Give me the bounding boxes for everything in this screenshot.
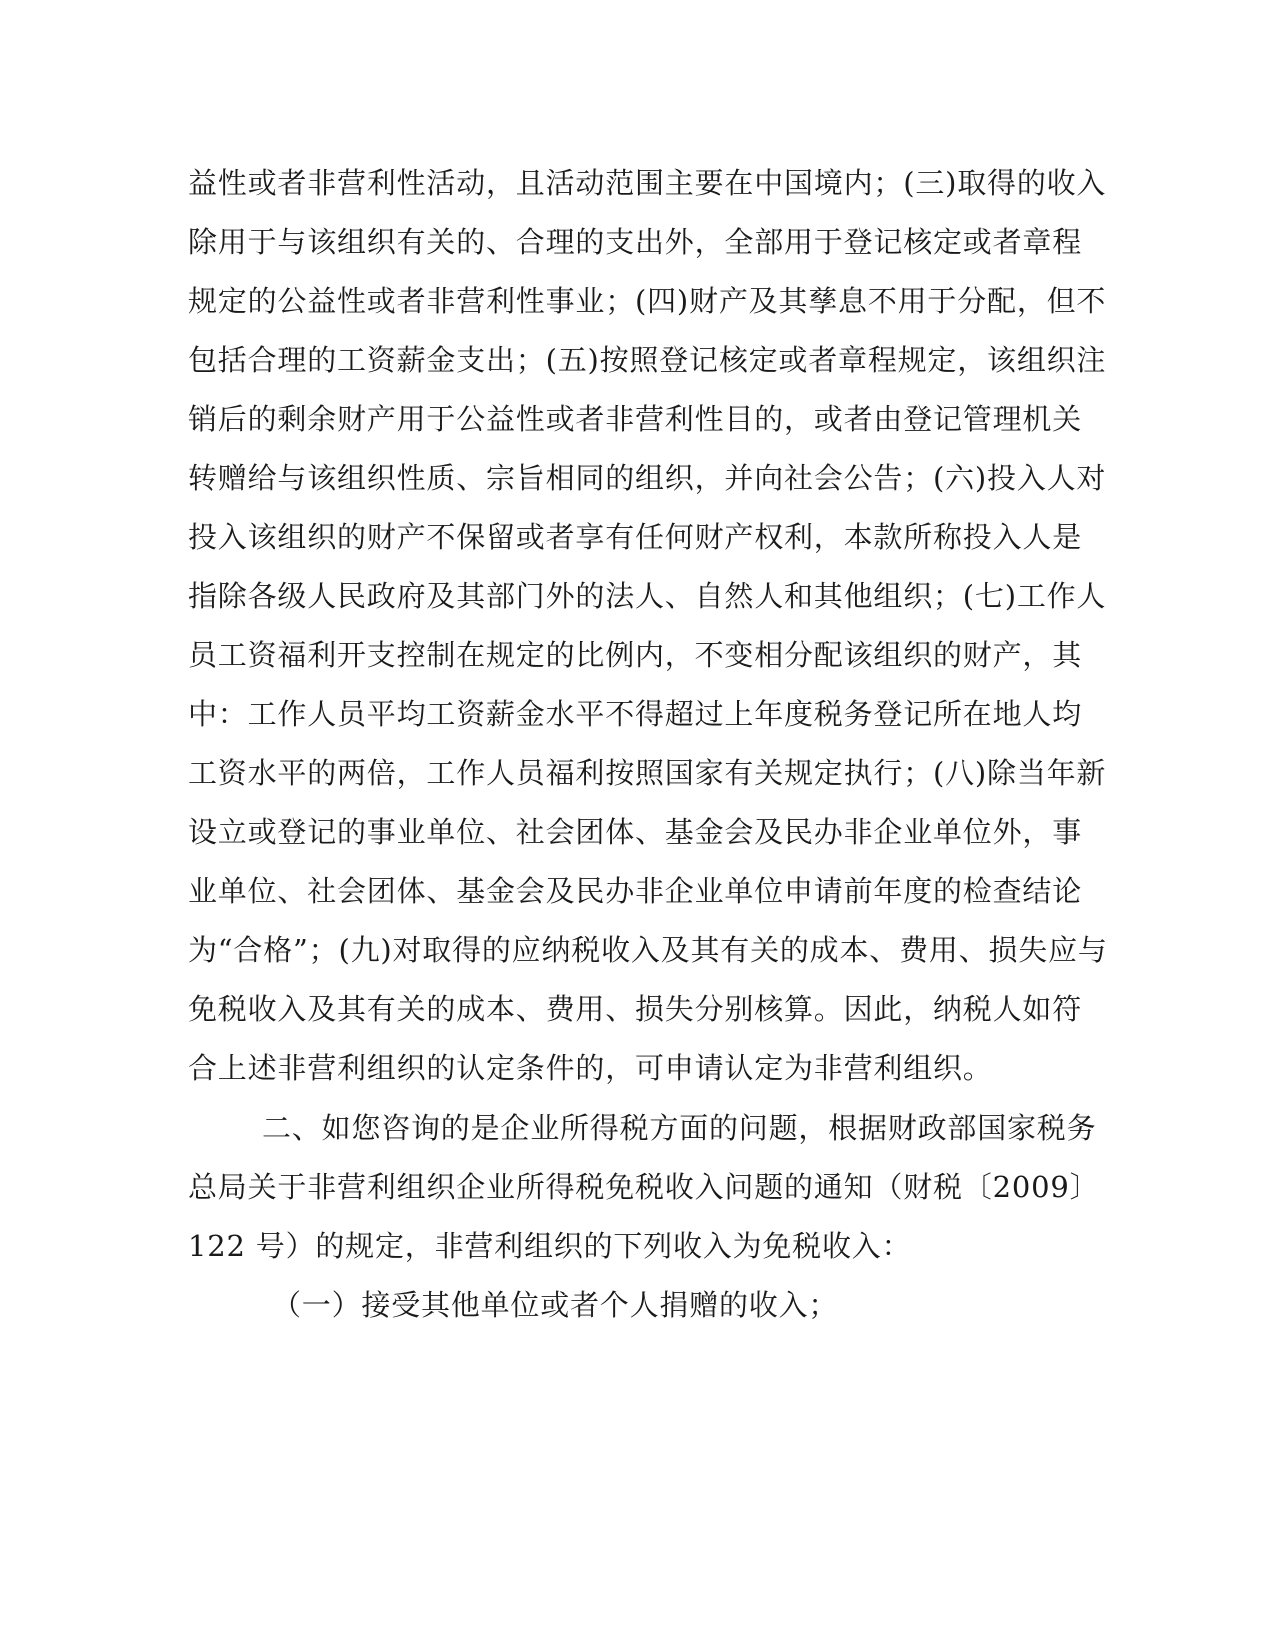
text-line: 设立或登记的事业单位、社会团体、基金会及民办非企业单位外，事: [188, 815, 1083, 849]
text-line: 总局关于非营利组织企业所得税免税收入问题的通知（财税〔2009〕: [188, 1170, 1100, 1204]
text-line: 转赠给与该组织性质、宗旨相同的组织，并向社会公告；(六)投入人对: [188, 461, 1107, 495]
list-item-line: （一）接受其他单位或者个人捐赠的收入；: [272, 1288, 839, 1322]
text-line: 员工资福利开支控制在规定的比例内，不变相分配该组织的财产，其: [188, 638, 1083, 672]
text-line: 益性或者非营利性活动，且活动范围主要在中国境内；(三)取得的收入: [188, 166, 1107, 200]
text-line: 投入该组织的财产不保留或者享有任何财产权利，本款所称投入人是: [188, 520, 1083, 554]
text-line: 指除各级人民政府及其部门外的法人、自然人和其他组织；(七)工作人: [188, 579, 1107, 613]
text-line: 业单位、社会团体、基金会及民办非企业单位申请前年度的检查结论: [188, 874, 1083, 908]
text-line: 包括合理的工资薪金支出；(五)按照登记核定或者章程规定，该组织注: [188, 343, 1107, 377]
text-line: 免税收入及其有关的成本、费用、损失分别核算。因此，纳税人如符: [188, 992, 1083, 1026]
text-line: 规定的公益性或者非营利性事业；(四)财产及其孳息不用于分配，但不: [188, 284, 1107, 318]
text-line: 工资水平的两倍，工作人员福利按照国家有关规定执行；(八)除当年新: [188, 756, 1107, 790]
text-line: 为“合格”；(九)对取得的应纳税收入及其有关的成本、费用、损失应与: [188, 933, 1108, 967]
paragraph-start-line: 二、如您咨询的是企业所得税方面的问题，根据财政部国家税务: [262, 1111, 1097, 1145]
text-line: 除用于与该组织有关的、合理的支出外，全部用于登记核定或者章程: [188, 225, 1083, 259]
text-line: 中：工作人员平均工资薪金水平不得超过上年度税务登记所在地人均: [188, 697, 1083, 731]
text-line: 销后的剩余财产用于公益性或者非营利性目的，或者由登记管理机关: [188, 402, 1083, 436]
text-line: 122 号）的规定，非营利组织的下列收入为免税收入：: [188, 1229, 912, 1263]
text-line: 合上述非营利组织的认定条件的，可申请认定为非营利组织。: [188, 1051, 993, 1085]
